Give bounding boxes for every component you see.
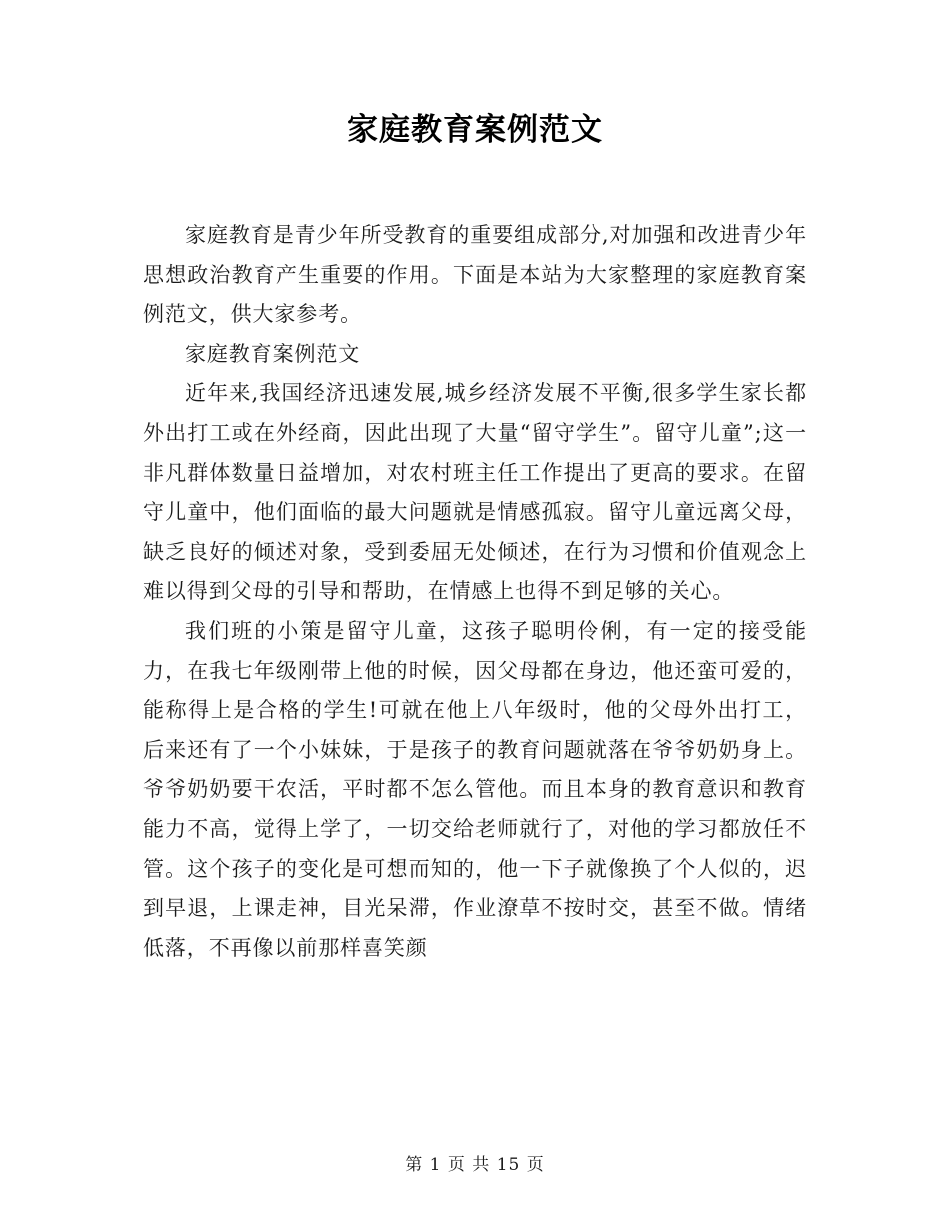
body-paragraph: 我们班的小策是留守儿童，这孩子聪明伶俐，有一定的接受能力，在我七年级刚带上他的时候，因父母都在身边，他还蛮可爱的，能称得上是合格的学生!可就在他上八年级时，他的父母外出打工，后来还有了一个小妹妹，于是孩子的教育问题就落在爷爷奶奶身上。爷爷奶奶要干农活，平时都不怎么管他。而且本身的教育意识和教育能力不高，觉得上学了，一切交给老师就行了，对他的学习都放任不管。这个孩子的变化是可想而知的，他一下子就像换了个人似的，迟到早退，上课走神，目光呆滞，作业潦草不按时交，甚至不做。情绪低落，不再像以前那样喜笑颜 bbox=[143, 618, 807, 960]
document-body bbox=[143, 216, 807, 968]
section-heading: 家庭教育案例范文 bbox=[185, 341, 361, 366]
body-paragraph: 近年来,我国经济迅速发展,城乡经济发展不平衡,很多学生家长都外出打工或在外经商，因此出现了大量“留守学生”。留守儿童”;这一非凡群体数量日益增加，对农村班主任工作提出了更高的要求。在留守儿童中，他们面临的最大问题就是情感孤寂。留守儿童远离父母，缺乏良好的倾述对象，受到委屈无处倾述，在行为习惯和价值观念上难以得到父母的引导和帮助，在情感上也得不到足够的关心。 bbox=[143, 381, 807, 604]
intro-paragraph: 家庭教育是青少年所受教育的重要组成部分,对加强和改进青少年思想政治教育产生重要的作用。下面是本站为大家整理的家庭教育案例范文，供大家参考。 bbox=[143, 223, 807, 327]
page-footer: 第 1 页 共 15 页 bbox=[405, 1155, 545, 1175]
document-title: 家庭教育案例范文 bbox=[347, 112, 603, 148]
